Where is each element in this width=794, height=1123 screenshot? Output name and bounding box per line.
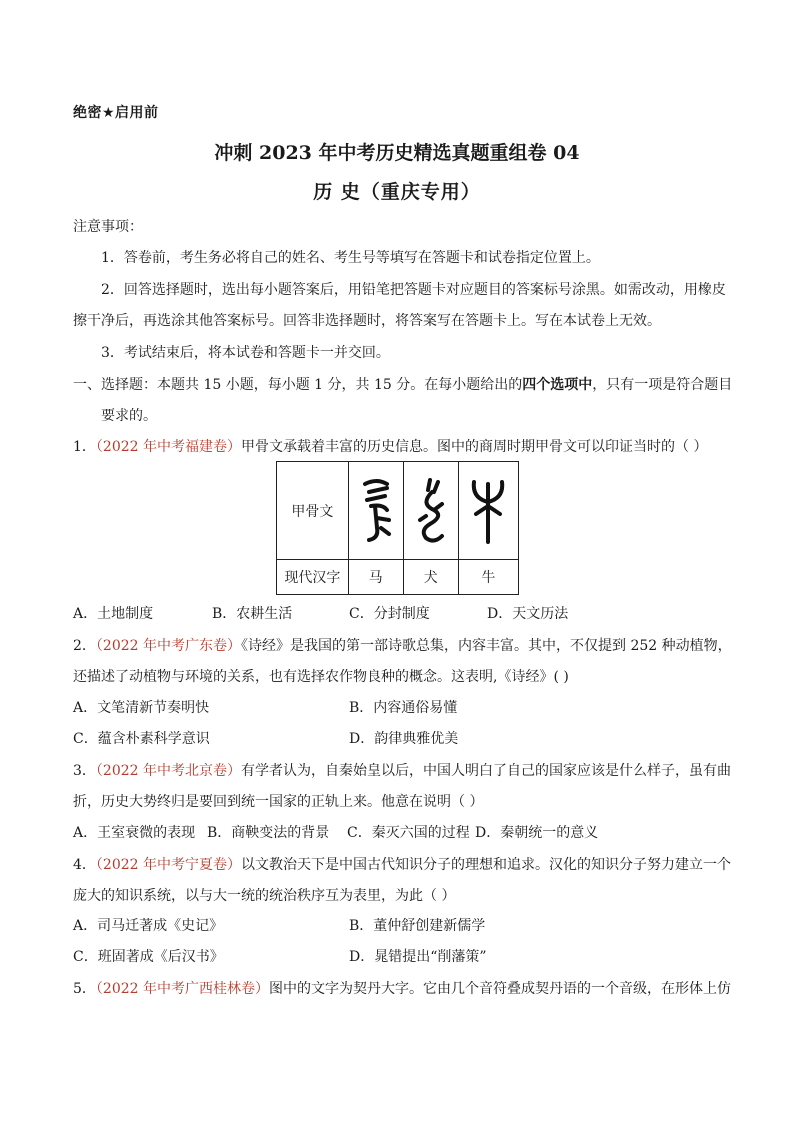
section-desc-b: ，只有一项是符合题目 (592, 377, 733, 393)
note-item-3: 3．考试结束后，将本试卷和答题卡一并交回。 (101, 345, 390, 361)
question-3 (73, 763, 732, 779)
oracle-glyph-cell (403, 462, 458, 560)
section-keyword: 四个选项中 (522, 377, 593, 393)
note-item-2: 2．回答选择题时，选出每小题答案后，用铅笔把答题卡对应题目的答案标号涂黑。如需改动，用橡皮 (101, 282, 726, 298)
option-a[interactable]: A．司马迁著成《史记》 (73, 918, 224, 934)
question-text: 以文教治天下是中国古代知识分子的理想和追求。汉化的知识分子努力建立一个 (241, 857, 732, 873)
question-number: 2． (73, 638, 96, 654)
exam-title: 冲刺 2023 年中考历史精选真题重组卷 04 (214, 142, 580, 164)
option-b[interactable]: B．内容通俗易懂 (349, 700, 458, 716)
option-c[interactable]: C．蕴含朴素科学意识 (73, 731, 210, 747)
option-d[interactable]: D．晁错提出“削藩策” (349, 949, 487, 965)
question-text-cont: 折，历史大势终归是要回到统一国家的正轨上来。他意在说明（ ） (73, 794, 484, 810)
question-number: 4． (73, 857, 96, 873)
modern-char-cell: 牛 (458, 560, 518, 595)
question-source: （2022 年中考北京卷） (95, 763, 242, 779)
question-source: （2022 年中考广西桂林卷） (95, 981, 270, 997)
oracle-glyph-cell (348, 462, 403, 560)
modern-char-cell: 犬 (403, 560, 458, 595)
option-b[interactable]: B．董仲舒创建新儒学 (349, 918, 486, 934)
question-number: 3． (73, 763, 96, 779)
option-c[interactable]: C．秦灭六国的过程 (347, 825, 470, 841)
question-text-cont: 还描述了动植物与环境的关系，也有选择农作物良种的概念。这表明,《诗经》( ) (73, 669, 569, 685)
question-1 (73, 439, 723, 455)
exam-subtitle: 历 史（重庆专用） (313, 181, 481, 203)
question-text: 有学者认为，自秦始皇以后，中国人明白了自己的国家应该是什么样子，虽有曲 (241, 763, 732, 779)
question-text: 《诗经》是我国的第一部诗歌总集，内容丰富。其中，不仅提到 252 种动植物， (241, 638, 732, 654)
oracle-horse-icon (357, 476, 395, 546)
question-text: 图中的文字为契丹大字。它由几个音符叠成契丹语的一个音级，在形体上仿 (269, 981, 732, 997)
option-b[interactable]: B．农耕生活 (212, 606, 293, 622)
section-desc-line2: 要求的。 (101, 408, 157, 424)
question-source: （2022 年中考宁夏卷） (95, 857, 242, 873)
question-4 (73, 857, 732, 873)
option-a[interactable]: A．土地制度 (73, 606, 154, 622)
question-source: （2022 年中考广东卷） (95, 638, 242, 654)
question-text: 甲骨文承载着丰富的历史信息。图中的商周时期甲骨文可以印证当时的（ ） (241, 439, 708, 455)
oracle-bone-table (276, 461, 519, 595)
section-desc-a: 本题共 15 小题，每小题 1 分，共 15 分。在每小题给出的 (157, 377, 523, 393)
modern-char-cell: 马 (348, 560, 403, 595)
option-a[interactable]: A．文笔清新节奏明快 (73, 700, 210, 716)
section-prefix: 一、选择题： (73, 377, 157, 393)
question-source: （2022 年中考福建卷） (95, 439, 242, 455)
oracle-dog-icon (412, 476, 450, 546)
oracle-ox-icon (468, 476, 508, 546)
table-row-label: 甲骨文 (277, 462, 349, 560)
note-item-2-cont: 擦干净后，再选涂其他答案标号。回答非选择题时，将答案写在答题卡上。写在本试卷上无效。 (73, 313, 661, 329)
question-2 (73, 638, 732, 654)
table-row-label: 现代汉字 (277, 560, 349, 595)
secret-label: 绝密★启用前 (73, 105, 159, 121)
option-b[interactable]: B．商鞅变法的背景 (207, 825, 330, 841)
option-d[interactable]: D．天文历法 (487, 606, 569, 622)
question-number: 1． (73, 439, 96, 455)
question-text-cont: 庞大的知识系统，以与大一统的统治秩序互为表里，为此（ ） (73, 888, 456, 904)
option-d[interactable]: D．韵律典雅优美 (349, 731, 459, 747)
question-number: 5． (73, 981, 96, 997)
option-c[interactable]: C．分封制度 (349, 606, 430, 622)
option-c[interactable]: C．班固著成《后汉书》 (73, 949, 224, 965)
notes-heading: 注意事项： (73, 219, 143, 235)
question-5 (73, 981, 732, 997)
option-a[interactable]: A．王室衰微的表现 (73, 825, 196, 841)
option-d[interactable]: D．秦朝统一的意义 (475, 825, 599, 841)
oracle-glyph-cell (458, 462, 518, 560)
note-item-1: 1．答卷前，考生务必将自己的姓名、考生号等填写在答题卡和试卷指定位置上。 (101, 250, 600, 266)
section-header (73, 377, 733, 393)
